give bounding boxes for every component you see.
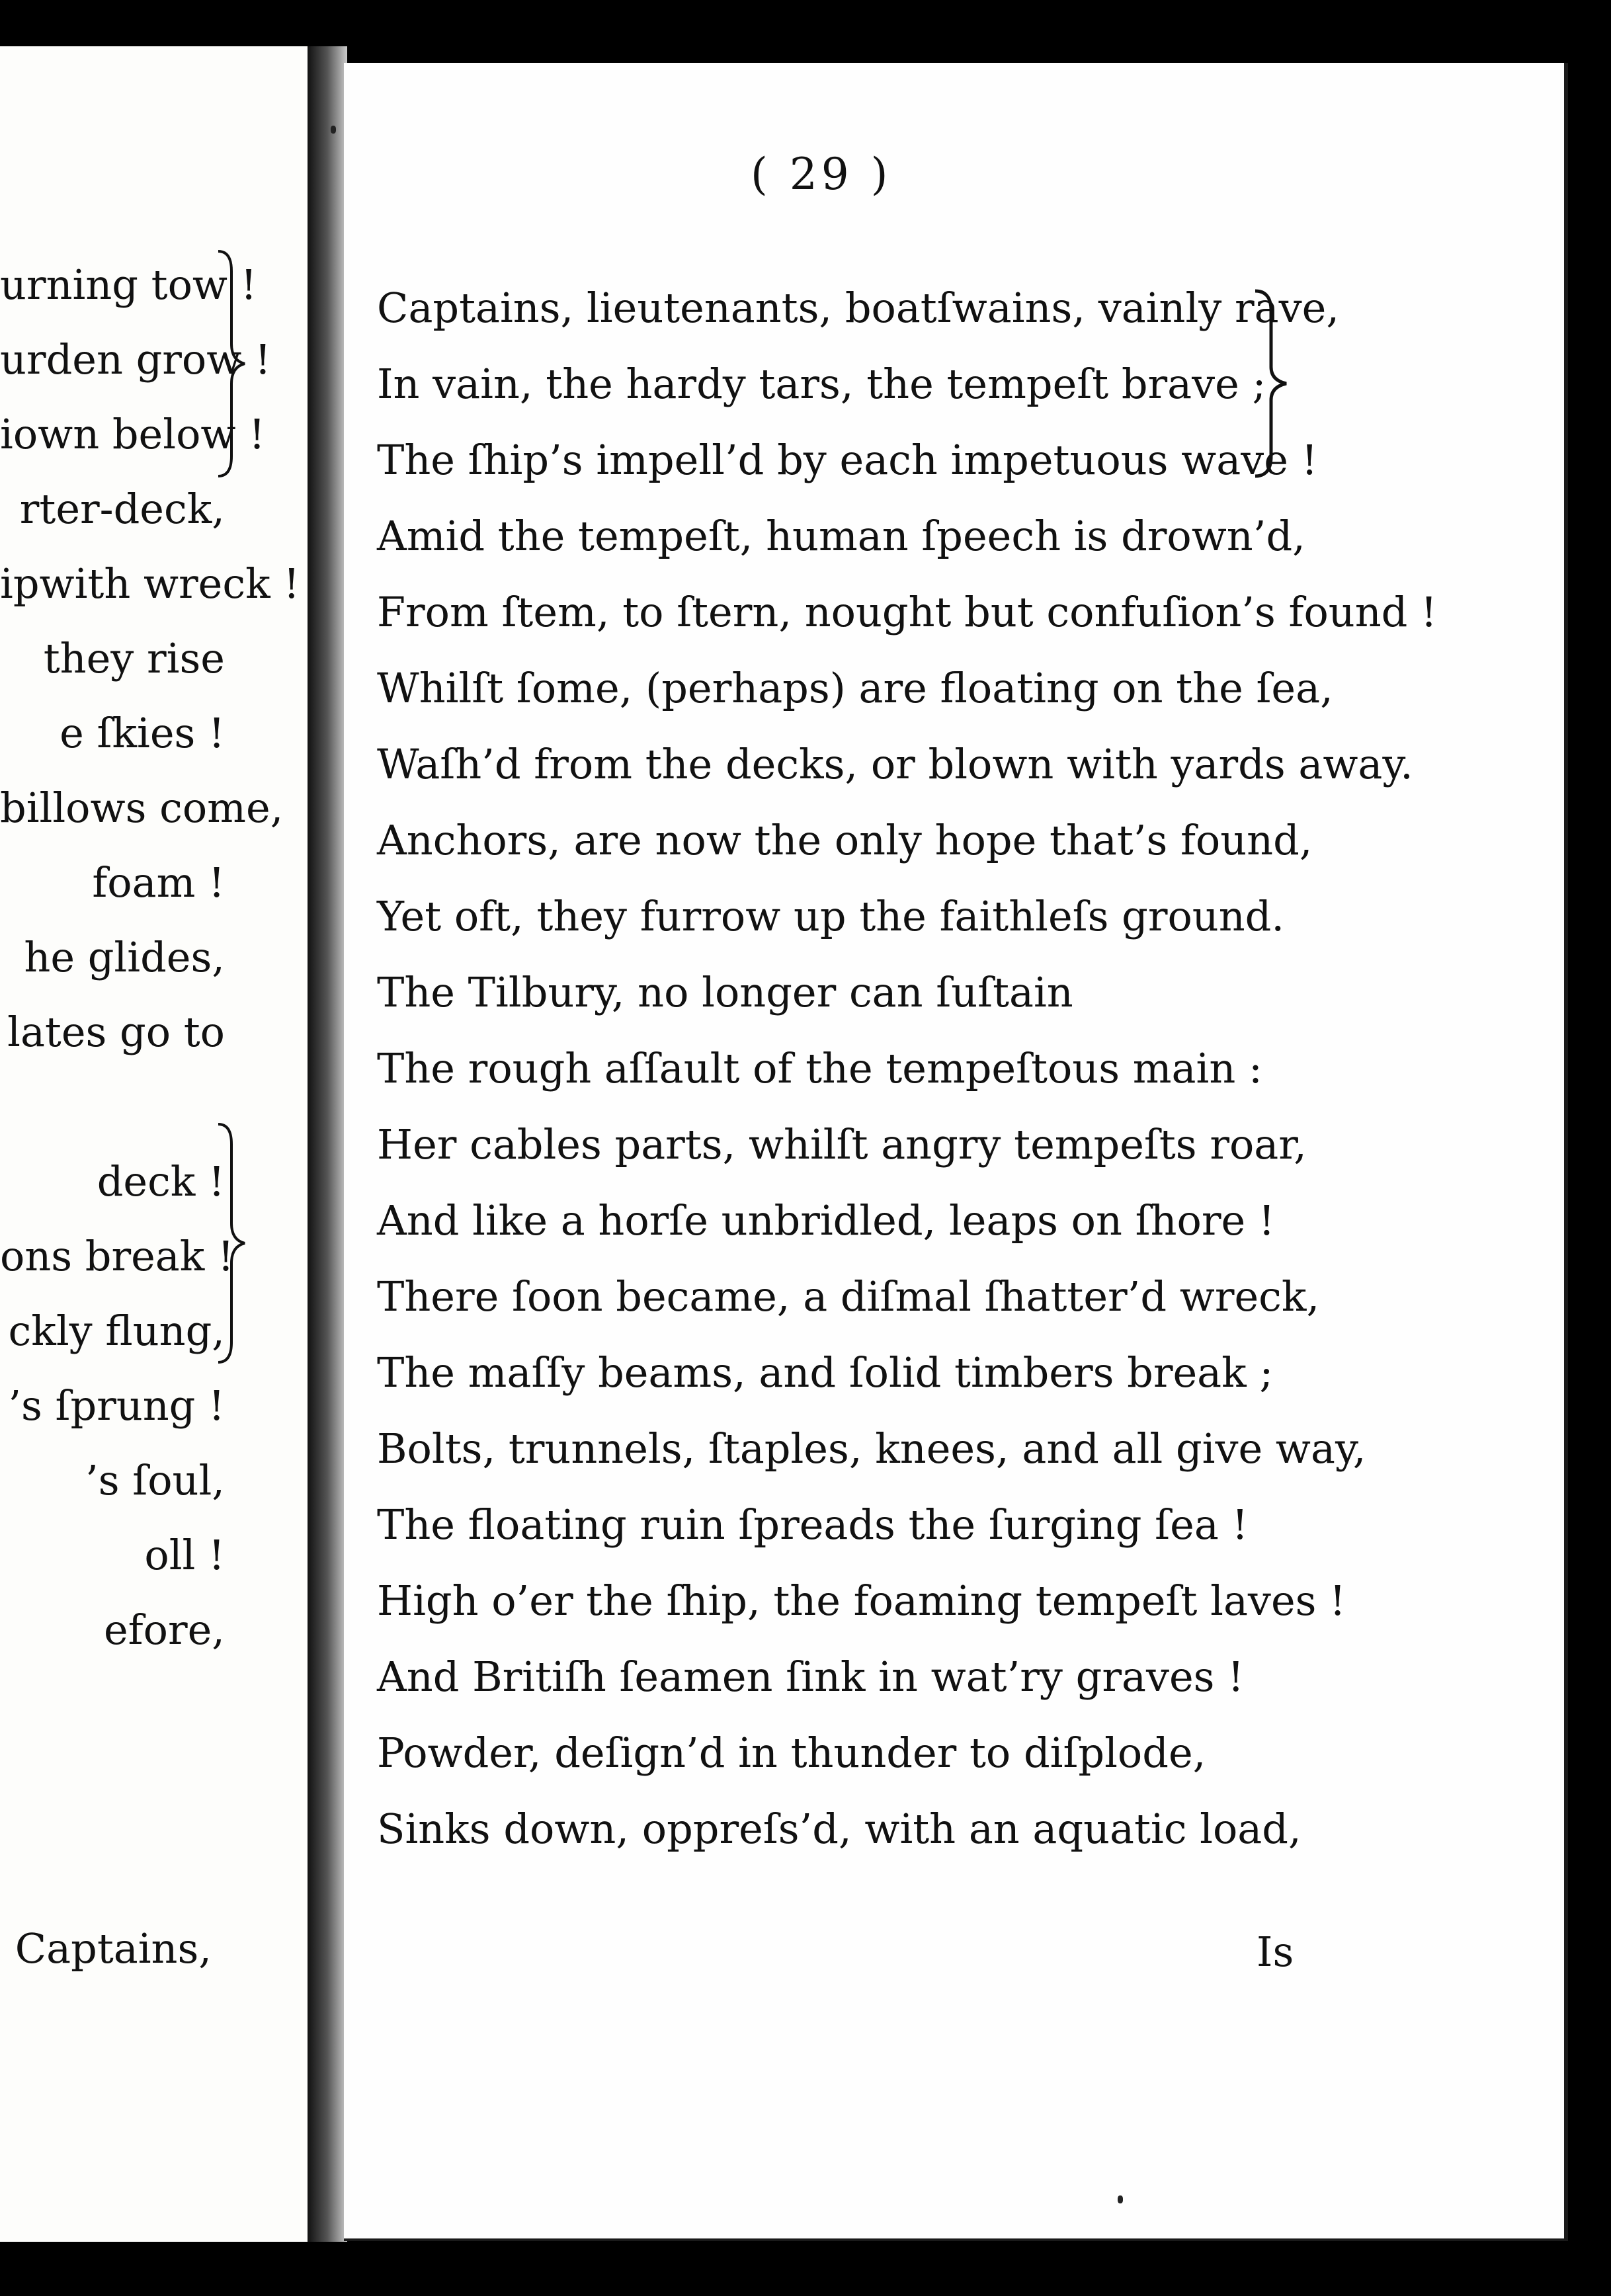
- verse-line: The maſſy beams, and ſolid timbers break ;: [377, 1348, 1274, 1397]
- left-line: they rise: [43, 634, 225, 682]
- verse-line: Sinks down, oppreſs’d, with an aquatic load,: [377, 1805, 1301, 1853]
- left-line: billows come,: [0, 784, 284, 832]
- page-number: ( 29 ): [751, 149, 892, 200]
- catchword: Is: [1257, 1928, 1294, 1976]
- left-brace-upper: [215, 245, 248, 483]
- ink-speck: [1118, 2195, 1123, 2203]
- left-line: iown below !: [0, 410, 266, 458]
- left-line: rter-deck,: [19, 485, 225, 533]
- left-line: urning tow !: [0, 261, 257, 309]
- left-line: ipwith wreck !: [0, 559, 300, 608]
- left-page: [0, 46, 310, 2242]
- left-brace-lower: [215, 1118, 248, 1369]
- left-line: e ſkies !: [60, 709, 225, 757]
- left-line: he glides,: [24, 933, 225, 981]
- left-line: efore,: [103, 1606, 225, 1654]
- left-line: ’s ſoul,: [85, 1456, 225, 1504]
- verse-line: The ſhip’s impell’d by each impetuous wave !: [377, 436, 1318, 484]
- verse-line: From ſtem, to ſtern, nought but confuſion’s found !: [377, 588, 1437, 636]
- verse-line: Anchors, are now the only hope that’s found,: [377, 816, 1313, 864]
- left-line: deck !: [97, 1157, 225, 1206]
- left-line: ckly flung,: [8, 1307, 225, 1355]
- left-line: urden grow !: [0, 335, 271, 384]
- verse-line: There ſoon became, a diſmal ſhatter’d wreck,: [377, 1272, 1320, 1321]
- verse-line: Waſh’d from the decks, or blown with yards away.: [377, 740, 1413, 788]
- verse-line: The rough aſſault of the tempeſtous main :: [377, 1044, 1262, 1092]
- left-line: lates go to: [7, 1008, 225, 1056]
- left-line: ’s ſprung !: [8, 1381, 225, 1430]
- left-line: oll !: [144, 1531, 225, 1579]
- verse-line: Her cables parts, whilſt angry tempeſts roar,: [377, 1120, 1307, 1168]
- verse-line: And Britiſh ſeamen ſink in wat’ry graves !: [377, 1653, 1245, 1701]
- verse-line: Amid the tempeſt, human ſpeech is drown’d,: [377, 512, 1305, 560]
- verse-line: The floating ruin ſpreads the ſurging ſea !: [377, 1500, 1249, 1549]
- verse-line: Yet oft, they furrow up the faithleſs ground.: [377, 892, 1285, 940]
- verse-line: Bolts, trunnels, ſtaples, knees, and all give way,: [377, 1424, 1366, 1473]
- book-gutter: [308, 46, 347, 2242]
- verse-line: And like a horſe unbridled, leaps on ſhore !: [377, 1196, 1275, 1245]
- verse-line: Powder, deſign’d in thunder to diſplode,: [377, 1729, 1206, 1777]
- verse-line: Captains, lieutenants, boatſwains, vainly rave,: [377, 284, 1340, 332]
- verse-line: Whilſt ſome, (perhaps) are floating on the ſea,: [377, 664, 1333, 712]
- verse-line: The Tilbury, no longer can ſuſtain: [377, 968, 1073, 1016]
- left-line: foam !: [92, 858, 225, 907]
- left-line: ons break !: [0, 1232, 234, 1280]
- triplet-brace: [1250, 284, 1290, 483]
- ink-speck: [331, 126, 336, 134]
- verse-line: High o’er the ſhip, the foaming tempeſt laves !: [377, 1577, 1346, 1625]
- left-catchword: Captains,: [15, 1924, 212, 1973]
- verse-line: In vain, the hardy tars, the tempeſt brave ;: [377, 360, 1266, 408]
